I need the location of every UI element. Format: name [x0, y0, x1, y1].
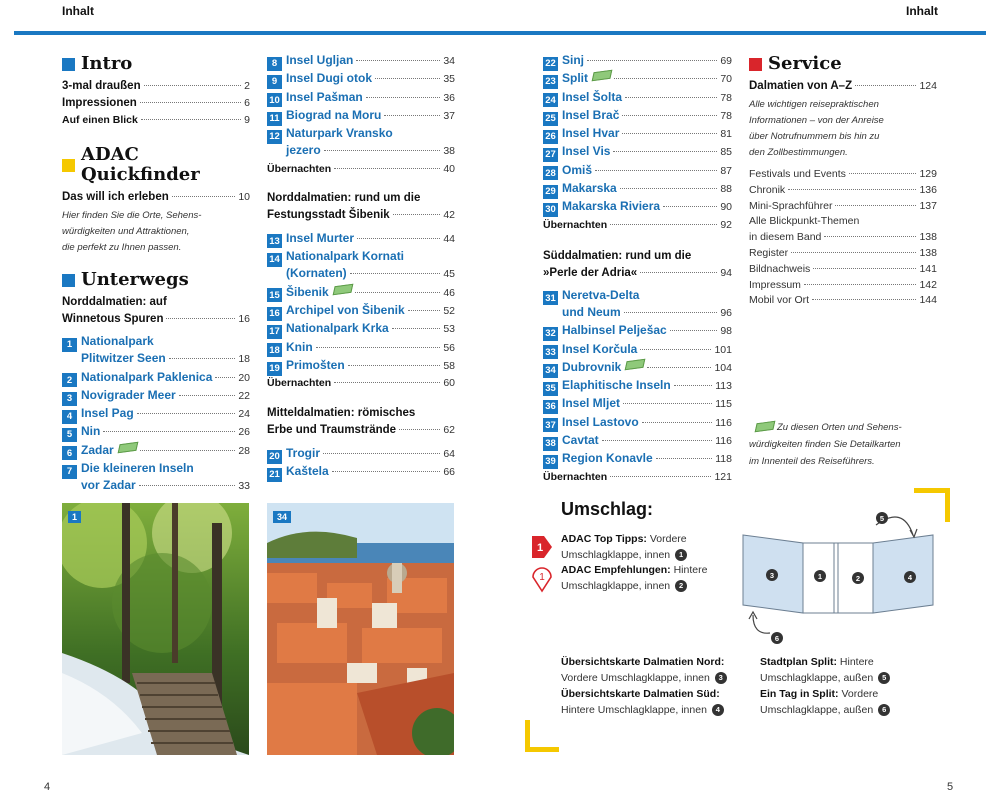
region-heading: Mitteldalmatien: römisches: [267, 407, 416, 420]
toc-place-entry[interactable]: 26 Insel Hvar 81: [543, 125, 732, 143]
section-heading-quickfinder: ADAC Quickfinder: [62, 145, 250, 185]
toc-place-entry[interactable]: 14 Nationalpark Kornati (Kornaten) 45: [267, 248, 455, 284]
service-entry[interactable]: in diesem Band 138: [749, 231, 937, 244]
region-heading: Norddalmatien: auf: [62, 296, 167, 308]
toc-place-entry[interactable]: 32 Halbinsel Pelješac 98: [543, 322, 732, 340]
running-header-left: Inhalt: [62, 4, 94, 18]
legend-sued: Übersichtskarte Dalmatien Süd: Hintere Umschlagklappe, innen 4: [561, 687, 756, 719]
toc-place-entry[interactable]: 36 Insel Mljet 115: [543, 395, 732, 413]
toc-place-entry[interactable]: 8 Insel Ugljan 34: [267, 52, 455, 70]
photo-badge: 34: [273, 511, 291, 523]
service-entry[interactable]: Impressum 142: [749, 278, 937, 291]
legend-stadtplan-split: Stadtplan Split: Hintere Umschlagklappe, außen 5: [760, 655, 940, 687]
toc-place-entry[interactable]: 11 Biograd na Moru 37: [267, 107, 455, 125]
region-heading-line[interactable]: Festungsstadt Šibenik 42: [267, 208, 455, 221]
toc-place-entry[interactable]: 4 Insel Pag 24: [62, 405, 250, 423]
section-heading-unterwegs: Unterwegs: [62, 270, 250, 290]
service-entry[interactable]: Bildnachweis 141: [749, 262, 937, 275]
toc-place-entry[interactable]: 22 Sinj 69: [543, 52, 732, 70]
toc-place-entry[interactable]: 9 Insel Dugi otok 35: [267, 70, 455, 88]
toc-place-entry[interactable]: 7 Die kleineren Inseln vor Zadar 33: [62, 460, 250, 496]
toc-place-entry[interactable]: 33 Insel Korčula 101: [543, 341, 732, 359]
waterfall-forest-illustration: [62, 503, 249, 755]
toc-entry-overnight[interactable]: Übernachten 121: [543, 470, 732, 483]
toc-place-entry[interactable]: 23 Split 70: [543, 70, 732, 88]
photo-plitvice: [62, 503, 249, 755]
toc-place-entry[interactable]: 16 Archipel von Šibenik 52: [267, 302, 455, 320]
cover-marker-4: 4: [904, 571, 916, 583]
toc-entry[interactable]: Dalmatien von A–Z 124: [749, 80, 937, 92]
running-header-right: Inhalt: [906, 4, 938, 18]
recommendation-pin-icon: [530, 565, 554, 593]
toc-place-entry[interactable]: 31 Neretva-Delta und Neum 96: [543, 287, 732, 323]
toc-place-entry[interactable]: 30 Makarska Riviera 90: [543, 198, 732, 216]
toc-place-entry[interactable]: 10 Insel Pašman 36: [267, 89, 455, 107]
svg-text:1: 1: [536, 542, 544, 554]
service-entry[interactable]: Register 138: [749, 246, 937, 259]
toc-place-entry[interactable]: 1 Nationalpark Plitwitzer Seen 18: [62, 333, 250, 369]
legend-nord: Übersichtskarte Dalmatien Nord: Vordere Umschlagklappe, innen 3: [561, 655, 756, 687]
photo-dubrovnik: [267, 503, 454, 755]
toc-entry-overnight[interactable]: Übernachten 60: [267, 377, 455, 390]
page-number-right: 5: [947, 781, 954, 793]
svg-text:1: 1: [539, 572, 545, 583]
toc-place-entry[interactable]: 27 Insel Vis 85: [543, 143, 732, 161]
map-icon: [625, 359, 646, 370]
toc-entry-overnight[interactable]: Übernachten 40: [267, 162, 455, 175]
red-square-icon: [749, 58, 762, 71]
service-entry-line1: Alle Blickpunkt-Themen: [749, 215, 860, 228]
cover-marker-3: 3: [766, 569, 778, 581]
toc-place-entry[interactable]: 34 Dubrovnik 104: [543, 359, 732, 377]
region-heading-line[interactable]: »Perle der Adria« 94: [543, 266, 732, 279]
toc-place-entry[interactable]: 37 Insel Lastovo 116: [543, 414, 732, 432]
toc-place-entry[interactable]: 5 Nin 26: [62, 423, 250, 441]
az-description: Alle wichtigen reisepraktischen Informationen – von der Anreise über Notrufnummern bis hin zu den Zollbestimmungen.: [749, 99, 884, 158]
service-entry[interactable]: Mobil vor Ort 144: [749, 294, 937, 307]
map-note: Zu diesen Orten und Sehens- würdigkeiten finden Sie Detailkarten im Innenteil des Reiseführers.: [749, 422, 902, 468]
toc-entry-overnight[interactable]: Übernachten 92: [543, 218, 732, 231]
toc-column-service: [749, 54, 937, 470]
toc-place-entry[interactable]: 38 Cavtat 116: [543, 432, 732, 450]
toc-place-entry[interactable]: 29 Makarska 88: [543, 180, 732, 198]
section-heading-service: Service: [749, 54, 937, 74]
umschlag-title: Umschlag:: [561, 499, 654, 519]
toc-place-entry[interactable]: 18 Knin 56: [267, 339, 455, 357]
blue-square-icon: [62, 58, 75, 71]
cover-marker-6: 6: [771, 632, 783, 644]
toc-place-entry[interactable]: 17 Nationalpark Krka 53: [267, 320, 455, 338]
yellow-corner-mark: [525, 720, 559, 752]
legend-empfehlungen: 1 ADAC Empfehlungen: Hintere Umschlagklappe, innen 2: [530, 563, 735, 595]
service-entry[interactable]: Chronik 136: [749, 183, 937, 196]
map-icon: [592, 70, 613, 81]
toc-place-entry[interactable]: 15 Šibenik 46: [267, 284, 455, 302]
toc-place-entry[interactable]: 25 Insel Brač 78: [543, 107, 732, 125]
header-rule: [14, 31, 986, 35]
legend-tag-in-split: Ein Tag in Split: Vordere Umschlagklappe, außen 6: [760, 687, 940, 719]
service-entry[interactable]: Festivals und Events 129: [749, 168, 937, 180]
region-heading-line[interactable]: Winnetous Spuren 16: [62, 313, 250, 325]
toc-place-entry[interactable]: 13 Insel Murter 44: [267, 230, 455, 248]
toc-place-entry[interactable]: 21 Kaštela 66: [267, 463, 455, 481]
map-icon: [117, 442, 138, 453]
toc-entry[interactable]: Das will ich erleben 10: [62, 191, 250, 203]
region-heading: Norddalmatien: rund um die: [267, 191, 421, 204]
cover-marker-1: 1: [814, 570, 826, 582]
blue-square-icon: [62, 274, 75, 287]
toc-place-entry[interactable]: 28 Omiš 87: [543, 162, 732, 180]
toc-entry[interactable]: Impressionen 6: [62, 97, 250, 109]
service-entry[interactable]: Mini-Sprachführer 137: [749, 199, 937, 212]
legend-top-tipps: 1 ADAC Top Tipps: Vordere Umschlagklappe, innen 1: [530, 532, 735, 564]
toc-place-entry[interactable]: 24 Insel Šolta 78: [543, 89, 732, 107]
toc-column-1: [62, 54, 250, 496]
map-icon: [332, 283, 353, 294]
region-heading: Süddalmatien: rund um die: [543, 249, 692, 262]
toc-place-entry[interactable]: 2 Nationalpark Paklenica 20: [62, 369, 250, 387]
dubrovnik-rooftops-illustration: [267, 503, 454, 755]
yellow-square-icon: [62, 159, 75, 172]
toc-place-entry[interactable]: 6 Zadar 28: [62, 442, 250, 460]
top-tipp-icon: [530, 534, 554, 560]
page-number-left: 4: [44, 781, 51, 793]
toc-column-3: [543, 52, 732, 486]
cover-marker-2: 2: [852, 572, 864, 584]
cover-marker-5: 5: [876, 512, 888, 524]
toc-place-entry[interactable]: 20 Trogir 64: [267, 445, 455, 463]
toc-place-entry[interactable]: 12 Naturpark Vransko jezero 38: [267, 125, 455, 161]
toc-place-entry[interactable]: 19 Primošten 58: [267, 357, 455, 375]
toc-column-2: [267, 52, 455, 482]
yellow-corner-mark: [914, 488, 950, 522]
toc-entry[interactable]: Auf einen Blick 9: [62, 114, 250, 126]
toc-place-entry[interactable]: 39 Region Konavle 118: [543, 450, 732, 468]
quickfinder-description: Hier finden Sie die Orte, Sehens- würdigkeiten und Attraktionen, die perfekt zu Ihnen passen.: [62, 210, 202, 253]
toc-place-entry[interactable]: 35 Elaphitische Inseln 113: [543, 377, 732, 395]
toc-entry[interactable]: 3-mal draußen 2: [62, 80, 250, 92]
toc-place-entry[interactable]: 3 Novigrader Meer 22: [62, 387, 250, 405]
region-heading-line[interactable]: Erbe und Traumstrände 62: [267, 424, 455, 437]
section-heading-intro: Intro: [62, 54, 250, 74]
photo-badge: 1: [68, 511, 81, 523]
